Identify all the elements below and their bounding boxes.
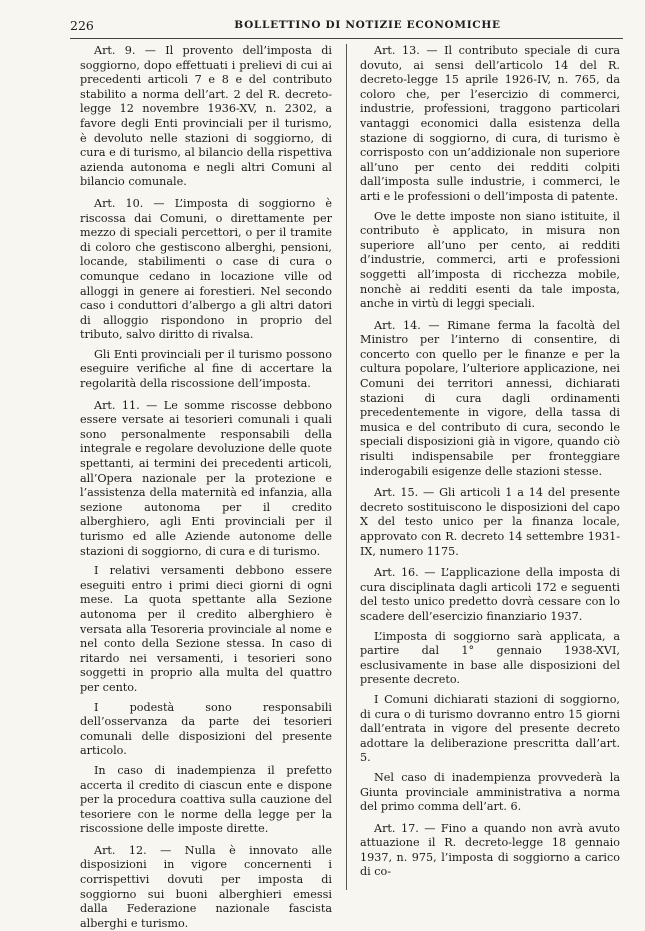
- article-11-paragraph: In caso di inadempienza il prefetto accerta il credito di ciascun ente e dispone per la procedura coattiva sulla cauzione del tesoriere con le norme della legge per la riscossione delle imposte dirette.: [80, 763, 332, 836]
- page-number: 226: [70, 17, 94, 33]
- article-9: Art. 9. — Il provento dell’imposta di soggiorno, dopo effettuati i prelievi di cui ai precedenti articoli 7 e 8 e del contributo stabilito a norma dell’art. 2 del R. decreto-legge 12 novembre 1936-XV, n. 2302, a favore degli Enti provinciali per il turismo, è devoluto nelle stazioni di soggiorno, di cura e di turismo, al bilancio della rispettiva azienda autonoma e negli altri Comuni al bilancio comunale.: [80, 44, 332, 189]
- article-11: Art. 11. — Le somme riscosse debbono essere versate ai tesorieri comunali i quali sono personalmente responsabili della integrale e regolare devoluzione delle quote spettanti, ai termini dei precedenti articoli, all’Opera nazionale per la protezione e l’assistenza della maternità ed infanzia, alla sezione autonoma per il credito alberghiero, agli Enti provinciali per il turismo ed alle Aziende autonome delle stazioni di soggiorno, di cura e di turismo.: [80, 398, 332, 558]
- article-16-paragraph: L’imposta di soggiorno sarà applicata, a partire dal 1° gennaio 1938-XVI, esclusivamente in base alle disposizioni del presente decreto.: [360, 629, 620, 687]
- article-12: Art. 12. — Nulla è innovato alle disposizioni in vigore concernenti i corrispettivi dovuti per imposta di soggiorno sui buoni alberghieri emessi dalla Federazione nazionale fascista alberghi e turismo.: [80, 843, 332, 930]
- article-16-paragraph: Nel caso di inadempienza provvederà la Giunta provinciale amministrativa a norma del primo comma dell’art. 6.: [360, 770, 620, 814]
- article-16-paragraph: I Comuni dichiarati stazioni di soggiorno, di cura o di turismo dovranno entro 15 giorni dall’entrata in vigore del presente decreto adottare la deliberazione prescritta dall’art. 5.: [360, 692, 620, 765]
- article-17: Art. 17. — Fino a quando non avrà avuto attuazione il R. decreto-legge 18 gennaio 1937, n. 975, l’imposta di soggiorno a carico di co-: [360, 821, 620, 879]
- running-title: BOLLETTINO DI NOTIZIE ECONOMICHE: [234, 19, 501, 31]
- article-10-paragraph: Gli Enti provinciali per il turismo possono eseguire verifiche al fine di accertare la regolarità della riscossione dell’imposta.: [80, 347, 332, 391]
- article-14: Art. 14. — Rimane ferma la facoltà del Ministro per l’interno di consentire, di concerto con quello per le finanze e per la cultura popolare, l’ulteriore applicazione, nei Comuni dei territori annessi, dichiarati stazioni di cura dagli ordinamenti precedentemente in vigore, della tassa di musica e del contributo di cura, secondo le speciali disposizioni già in vigore, quando ciò risulti indispensabile per fronteggiare inderogabili esigenze delle stazioni stesse.: [360, 318, 620, 478]
- article-13-paragraph: Ove le dette imposte non siano istituite, il contributo è applicato, in misura non superiore all’uno per cento, ai redditi d’industrie, commerci, arti e professioni soggetti all’imposta di ricchezza mobile, nonchè ai redditi esenti da tale imposta, anche in virtù di leggi speciali.: [360, 209, 620, 311]
- article-16: Art. 16. — L’applicazione della imposta di cura disciplinata dagli articoli 172 e seguenti del testo unico predetto dovrà cessare con lo scadere dell’esercizio finanziario 1937.: [360, 566, 620, 623]
- article-11-paragraph: I relativi versamenti debbono essere eseguiti entro i primi dieci giorni di ogni mese. La quota spettante alla Sezione autonoma per il credito alberghiero è versata alla Tesoreria provinciale al nome e nel conto della Sezione stessa. In caso di ritardo nei versamenti, i tesorieri sono soggetti in proprio alla multa del quattro per cento.: [80, 564, 332, 694]
- header-rule: [70, 38, 623, 39]
- article-11-paragraph: I podestà sono responsabili dell’osservanza da parte dei tesorieri comunali delle disposizioni del presente articolo.: [80, 700, 332, 758]
- article-13: Art. 13. — Il contributo speciale di cura dovuto, ai sensi dell’articolo 14 del R. decreto-legge 15 aprile 1926-IV, n. 765, da coloro che, per l’esercizio di commerci, industrie, professioni, traggono particolari vantaggi economici dalla esistenza della stazione di soggiorno, di cura, di turismo è corrisposto con un’addizionale non superiore all’uno per cento dei redditi colpiti dall’imposta sulle industrie, i commerci, le arti e le professioni o dell’imposta di patente.: [360, 44, 620, 203]
- right-column: [360, 44, 620, 890]
- left-column: [80, 44, 332, 930]
- column-divider: [346, 44, 347, 890]
- article-10: Art. 10. — L’imposta di soggiorno è riscossa dai Comuni, o direttamente per mezzo di speciali percettori, o per il tramite di coloro che gestiscono alberghi, pensioni, locande, stabilimenti o case di cura o comunque cedano in locazione ville od alloggi in genere ai forestieri. Nel secondo caso i conduttori d’albergo a gli altri datori di alloggio rispondono in proprio del tributo, salvo diritto di rivalsa.: [80, 196, 332, 342]
- page-header: [70, 14, 625, 36]
- article-15: Art. 15. — Gli articoli 1 a 14 del presente decreto sostituiscono le disposizioni del capo X del testo unico per la finanza locale, approvato con R. decreto 14 settembre 1931-IX, numero 1175.: [360, 486, 620, 558]
